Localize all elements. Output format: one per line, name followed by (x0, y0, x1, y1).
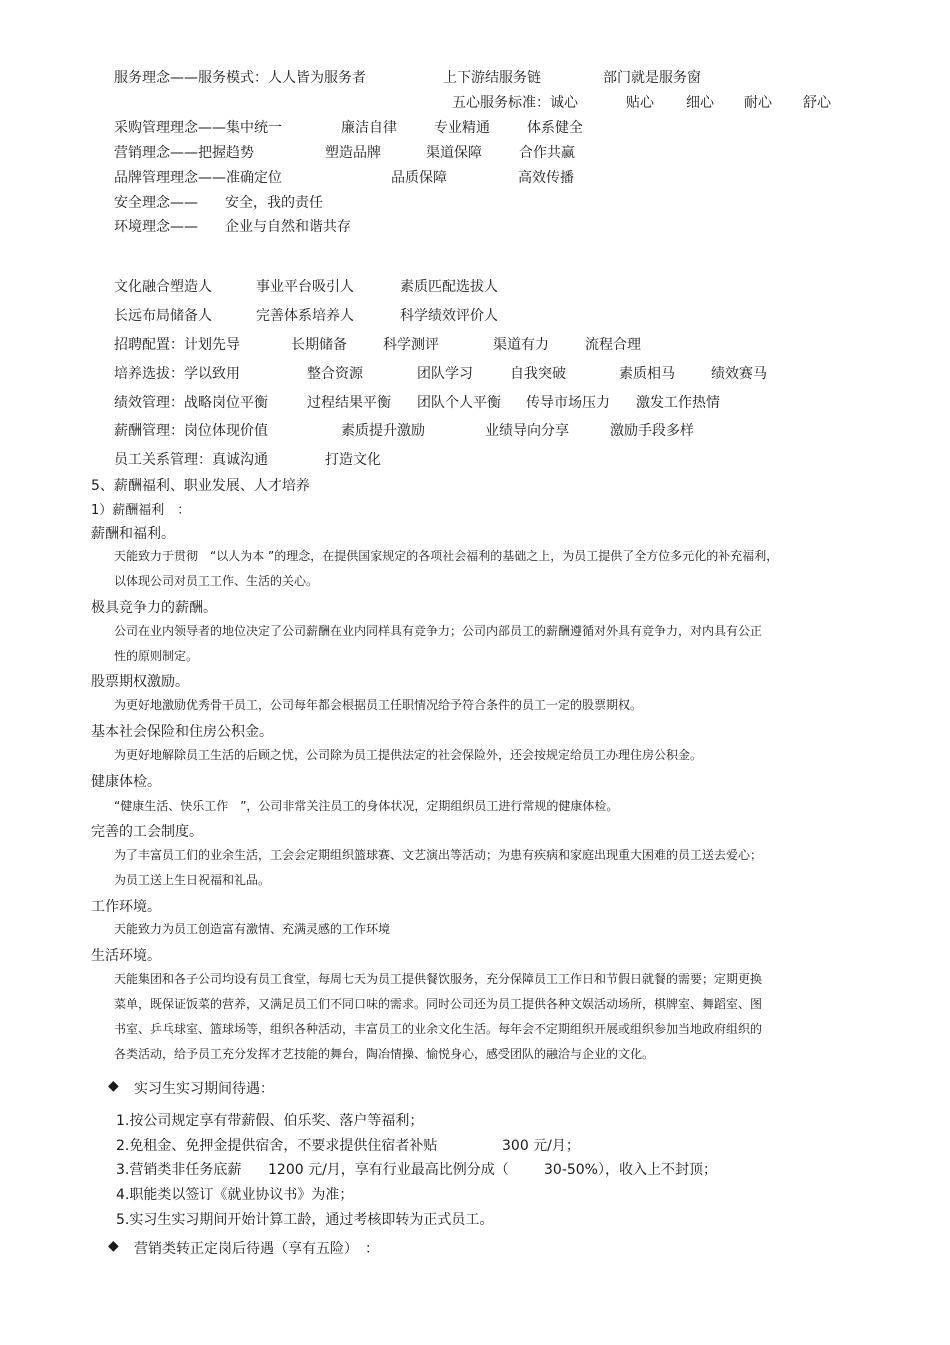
text-segment: 团队学习 (417, 366, 473, 382)
text-segment: 服务理念——服务模式：人人皆为服务者 (114, 70, 366, 86)
intern-item: 4.职能类以签订《就业协议书》为准； (116, 1187, 354, 1203)
hr-line (0, 276, 950, 296)
intern-item (0, 1135, 950, 1155)
text-segment: 廉洁自律 (341, 120, 397, 136)
text-segment: 激励手段多样 (610, 423, 694, 439)
text-segment: 完善体系培养人 (256, 308, 354, 324)
text-segment: 五心服务标准：诚心 (452, 95, 578, 111)
text-segment: 整合资源 (307, 366, 363, 382)
benefit-body-line: 为更好地激励优秀骨干员工，公司每年都会根据员工任职情况给予符合条件的员工一定的股票期权。 (114, 698, 643, 712)
text-segment: 30-50%），收入上不封顶； (544, 1162, 717, 1178)
text-segment: 绩效管理：战略岗位平衡 (114, 395, 268, 411)
section-title: 5、薪酬福利、职业发展、人才培养 (91, 478, 310, 494)
text-segment: 员工关系管理：真诚沟通 (114, 452, 268, 468)
text-segment: 培养选拔：学以致用 (114, 366, 240, 382)
text-segment: 专业精通 (434, 120, 490, 136)
text-segment: 贴心 (626, 95, 654, 111)
diamond-bullet-icon: ◆ (108, 1238, 119, 1254)
marketing-philosophy-line (0, 142, 950, 162)
text-segment: 素质提升激励 (341, 423, 425, 439)
benefit-heading: 薪酬和福利。 (91, 526, 175, 542)
hr-line (0, 392, 950, 412)
text-segment: 文化融合塑造人 (114, 279, 212, 295)
text-segment: 舒心 (803, 95, 831, 111)
diamond-bullet-icon: ◆ (108, 1078, 119, 1094)
benefit-body-line: 天能集团和各子公司均设有员工食堂，每周七天为员工提供餐饮服务，充分保障员工工作日和节假日就餐的需要；定期更换 (114, 972, 763, 986)
text-segment: 薪酬管理：岗位体现价值 (114, 423, 268, 439)
five-hearts-standard-line (0, 92, 950, 112)
hr-line (0, 420, 950, 440)
text-segment: 长期储备 (291, 337, 347, 353)
benefit-heading: 完善的工会制度。 (91, 824, 203, 840)
environment-philosophy-line (0, 216, 950, 236)
intern-treatment-heading (0, 1078, 950, 1100)
text-segment: 素质相马 (619, 366, 675, 382)
benefit-body-line: 天能致力于贯彻 “以人为本 ”的理念，在提供国家规定的各项社会福利的基础之上，为员工提供了全方位多元化的补充福利， (114, 549, 779, 563)
text-segment: 流程合理 (585, 337, 641, 353)
text-segment: 300 元/月； (502, 1138, 580, 1154)
text-segment: 激发工作热情 (636, 395, 720, 411)
text-segment: 业绩导向分享 (485, 423, 569, 439)
service-philosophy-line (0, 67, 950, 87)
text-segment: 耐心 (744, 95, 772, 111)
text-segment: 2.免租金、免押金提供宿舍，不要求提供住宿者补贴 (116, 1138, 438, 1154)
benefit-heading: 基本社会保险和住房公积金。 (91, 724, 273, 740)
hr-line (0, 334, 950, 354)
text-segment: 事业平台吸引人 (256, 279, 354, 295)
heading-text: 营销类转正定岗后待遇（享有五险） ： (134, 1241, 379, 1257)
text-segment: 品牌管理理念——准确定位 (114, 170, 282, 186)
text-segment: 素质匹配选拔人 (400, 279, 498, 295)
text-segment: 合作共赢 (519, 145, 575, 161)
text-segment: 企业与自然和谐共存 (225, 219, 351, 235)
benefit-heading: 工作环境。 (91, 899, 161, 915)
benefit-heading: 极具竞争力的薪酬。 (91, 600, 217, 616)
text-segment: 高效传播 (518, 170, 574, 186)
benefit-body-line: 为了丰富员工们的业余生活，工会会定期组织篮球赛、文艺演出等活动；为患有疾病和家庭出现重大困难的员工送去爱心； (114, 848, 763, 862)
text-segment: 体系健全 (527, 120, 583, 136)
intern-item: 1.按公司规定享有带薪假、伯乐奖、落户等福利； (116, 1113, 424, 1129)
text-segment: 渠道有力 (493, 337, 549, 353)
text-segment: 渠道保障 (426, 145, 482, 161)
text-segment: 1200 元/月，享有行业最高比例分成（ (268, 1162, 509, 1178)
text-segment: 招聘配置：计划先导 (114, 337, 240, 353)
text-segment: 品质保障 (391, 170, 447, 186)
benefit-heading: 健康体检。 (91, 774, 161, 790)
benefit-heading: 生活环境。 (91, 948, 161, 964)
benefit-body-line: 书室、乒乓球室、篮球场等，组织各种活动，丰富员工的业余文化生活。每年会不定期组织开展或组织参加当地政府组织的 (114, 1022, 763, 1036)
text-segment: 细心 (686, 95, 714, 111)
text-segment: 安全理念—— (114, 195, 198, 211)
text-segment: 安全，我的责任 (225, 195, 323, 211)
text-segment: 3.营销类非任务底薪 (116, 1162, 242, 1178)
text-segment: 长远布局储备人 (114, 308, 212, 324)
benefit-body-line: 为更好地解除员工生活的后顾之忧，公司除为员工提供法定的社会保险外，还会按规定给员工办理住房公积金。 (114, 748, 703, 762)
text-segment: 传导市场压力 (526, 395, 610, 411)
benefit-body-line: 公司在业内领导者的地位决定了公司薪酬在业内同样具有竞争力；公司内部员工的薪酬遵循对外具有竞争力，对内具有公正 (114, 624, 763, 638)
brand-philosophy-line (0, 167, 950, 187)
benefit-body-line: 性的原则制定。 (114, 649, 199, 663)
regular-treatment-heading (0, 1238, 950, 1260)
text-segment: 采购管理理念——集中统一 (114, 120, 282, 136)
text-segment: 绩效赛马 (711, 366, 767, 382)
procurement-philosophy-line (0, 117, 950, 137)
hr-line (0, 363, 950, 383)
text-segment: 环境理念—— (114, 219, 198, 235)
text-segment: 自我突破 (510, 366, 566, 382)
benefit-body-line: 天能致力为员工创造富有激情、充满灵感的工作环境 (114, 922, 391, 936)
text-segment: 塑造品牌 (325, 145, 381, 161)
text-segment: 打造文化 (325, 452, 381, 468)
benefit-body-line: 为员工送上生日祝福和礼品。 (114, 873, 271, 887)
hr-line (0, 449, 950, 469)
subsection-title: 1）薪酬福利 ： (91, 503, 191, 518)
text-segment: 科学绩效评价人 (400, 308, 498, 324)
benefit-body-line: 以体现公司对员工工作、生活的关心。 (114, 574, 319, 588)
benefit-body-line: 各类活动，给予员工充分发挥才艺技能的舞台，陶冶情操、愉悦身心，感受团队的融洽与企业的文化。 (114, 1047, 655, 1061)
text-segment: 营销理念——把握趋势 (114, 145, 254, 161)
intern-item (0, 1159, 950, 1179)
benefit-body-line: 菜单，既保证饭菜的营养，又满足员工们不同口味的需求。同时公司还为员工提供各种文娱活动场所，棋牌室、舞蹈室、图 (114, 997, 763, 1011)
hr-line (0, 305, 950, 325)
text-segment: 部门就是服务窗 (603, 70, 701, 86)
text-segment: 科学测评 (383, 337, 439, 353)
text-segment: 团队个人平衡 (417, 395, 501, 411)
safety-philosophy-line (0, 192, 950, 212)
benefit-heading: 股票期权激励。 (91, 674, 189, 690)
text-segment: 过程结果平衡 (307, 395, 391, 411)
benefit-body-line: “健康生活、快乐工作 ”，公司非常关注员工的身体状况，定期组织员工进行常规的健康体检。 (114, 799, 619, 813)
text-segment: 上下游结服务链 (443, 70, 541, 86)
intern-item: 5.实习生实习期间开始计算工龄，通过考核即转为正式员工。 (116, 1212, 494, 1228)
heading-text: 实习生实习期间待遇： (134, 1081, 274, 1097)
